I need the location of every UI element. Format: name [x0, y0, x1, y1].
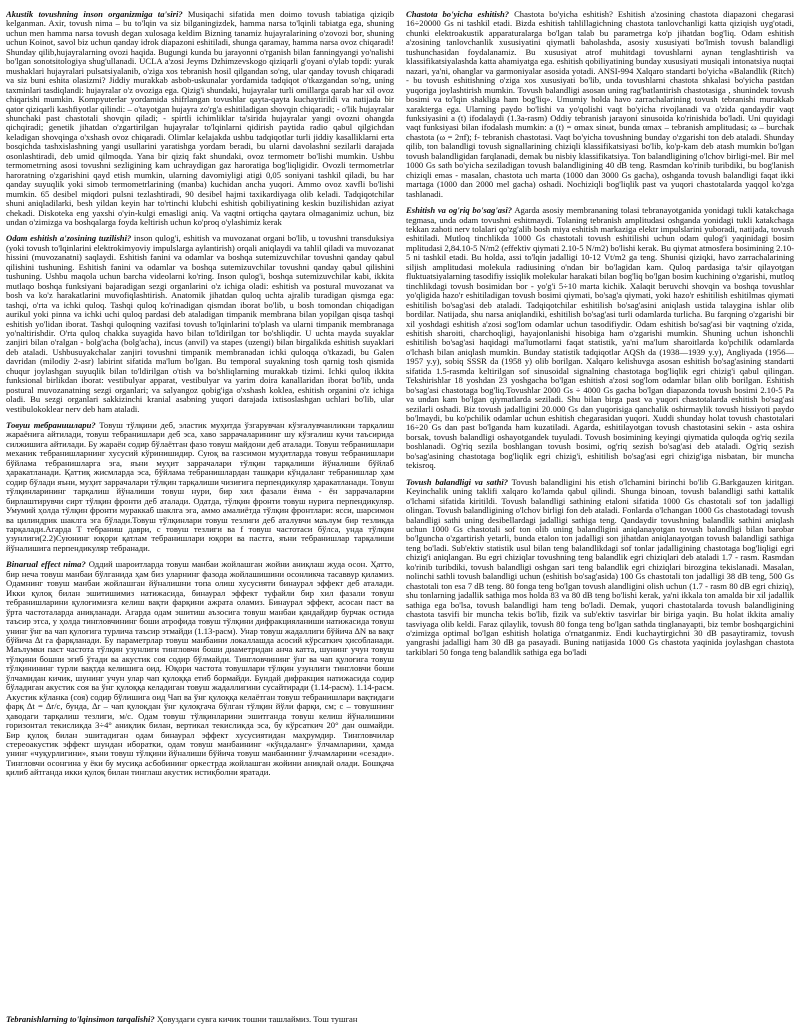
left-column — [6, 10, 394, 1020]
section-body: Musiqachi sifatida men doimo tovush tabiatiga qiziqib kelganman. Axir, tovush nima – bu to'lqin va siz bilganingizdek, hamma narsa to'lqinli tabiatga ega, shuning uchun men hamma narsa tovush degan xulosaga keldim Bizning tanamiz hujayralarining o'zovozi bor, shuning uchun Koinot, savol biz uchun qanday idrok diapazoni eshitiladi, shunga qaramay, hamma narsa ovoz chiqaradi! Shunday qilib,hujayralarning ovozi haqida. Bugungi kunda bu jarayonni o'rganish bilan fanningyangi yo'nalishi bo'lgan sonotsitologiya shug'ullanadi. UCLA a'zosi Jeyms Dzhimzevskogo qiziqarli g'oyani o'ylab topdi: yurak mushaklari hujayralari pulsatsiyalanib, o'ziga xos tebranish hosil qilgandan so'ng, ular qanday tovush chiqaradi va siz buni eshita olasizmi? Jiddiy murakkab asbob-uskunalar yordamida tadqiqot o'tkazgandan so'ng, uning taxminlari tasdiqlandi: hujayralar o'z ovoziga ega. Qizig'i shundaki, hujayralar turli omillarga qarab har xil ovoz chiqarishi mumkin. Kompyuterlar yordamida shifrlangan tovushlar qayta-qayta kuchaytirildi va natijada bir qator qiziqarli kashfiyotlar qilindi: – o'tayotgan hujayra zo'rg'a eshitiladigan shovqin chiqaradi; - o'lik hujayralar shunchaki past chastotali shovqin qiladi; - spirtli ichimliklar ta'sirida hujayralar yangi ovozni ohangda qichqiradi; genetik jihatdan o'zgartirilgan hujayralar to'lqinlarni qidirish paytida radio qabul qilgichdan keladigan shovqinga o'xshash ovoz chiqaradi. Olimlar kelajakda ushbu tadqiqotlar turli jiddiy kasalliklarni erta bosqichda tashxislashning yangi usullarini yaratishga yordam beradi, bu ularni davolashni sezilarli darajada osonlashtiradi, deb umid qilmoqda. Yana bir qiziq fakt shundaki, ovoz termometr bo'lishi mumkin. Ushbu termometrning asosi tovushni sezligining kam uchraydigan gaz haroratiga bog'liqligidir. Ovozli termometrlar haroratning o'zgarishini qayd etish mumkin, ularning davomiyligi atigi 0,05 soniyani tashkil qiladi, bu har qanday suyuqlik yoki simob termometrlarining (manba) kuchidan ancha yuqori. Ammo ovoz xavfli bo'lishi mumkin. 65 desibel miqdori pulsni tezlashtiradi, 90 desibel hajmi taxikardiyaga olib keladi. Tadqiqotchilar shuni aniqladilarki, besh yildan keyin har to'rtinchi klubchi eshitish qobiliyatining keskin buzilishidan aziyat chekadi. Diskoteka eng yaxshi o'yin-kulgi emasligi aniq. Va vaqtni ortiqcha qaytara olmaganimiz uchun, biz undan o'zimizga va boshqalarga foyda keltirish uchun ko'proq o'ylashimiz kerak — [6, 10, 394, 227]
section-hearing-pain-threshold — [406, 206, 794, 471]
section-body: Товуш тўлқини деб, эластик муҳитда ўзгарувчан кўзғалувчанликни тарқалиш жараёнига айтилади, товуш тебранишлари деб эса, хавo заррачаларининг шу кўзғалиш кучи таъсирида силжишига айтилади. Бу жараён содир бўлаётган фазо товуш майдони деб аталади. Товуш тебранишлари механик тебранишларнинг хусусий кўринишидир. Суюқ ва газсимон муҳитларда товуш тебранишлари бўйлама тебранишларга эга, яъни муҳит заррачалари тўлқин тарқалиши йўналиши бўйлаб ҳаракатланади. Қаттиқ жисмларда эса, бўйлама тебранишлардан ташқари кўндаланг тебранишлар ҳам содир бўлади яъни, муҳит заррачалари тўлқин тарқалиши чизиғига перпендикуляр ҳаракатланади. Товуш тўлқинларининг тарқалиш йўналиши товуш нури, бир хил фазали ёнма - ён заррачаларни бирлаштирувчи сирт тўлқин фронти деб аталади. Одатда, тўлқин фронти товуш нурига перпендикуляр. Умумий ҳолда тўлқин фронти мураккаб шаклга эга, аммо амалиётда тўлқин фронтлари: ясси, шарсимон ва цилиндрик шаклга эга бўлади.Товуш тўлқинлари товуш тезлиги деб аталувчи маълум бир тезликда тарқалади.Агарда T тебраниш даври, c товуш тезлиги ва f товуш частотаси бўлса, унда тўлқин узунлиги(2.2)Суюнинг юқори қатлам тебранишлари юқори ва пастга, яъни тебранишлар тарқалиши йўналишига перпендикуляр тебранади. — [6, 420, 394, 553]
section-frequency-hearing — [406, 10, 794, 199]
section-heading: Tovush balandligi va sathi? — [406, 476, 509, 487]
section-body: Agarda asosiy membrananing tolasi tebranayotganida yonidagi tukli katakchaga tegmasa, unda odam tovushni eshitmaydi. Tolaning tebranish amplitudasi oshganda yonidagi tukli katakchaga tekkan zahoti nerv tolalari qo'zg'alib bosh miya eshitish markaziga elektr impulslarini yuboradi, natijada, tovush eshitiladi. Mutloq tinchlikda 1000 Gs chastotali tovush eshitilishi uchun odam qulog'i yaqinidagi bosim mplitudasi 2,84.10-5 N/m2 (effektiv qiymati 2.10-5 N/m2) bo'lishi kerak. Bu qiymat atmosfera bosimining 2.10-5 ni tashkil etadi. Bu holda, assi to'lqin jadalligi 10-12 Vt/m2 ga teng. Shunisi qiziqki, havo zarrachalarining siljish amplitudasi molekula radiusining o'ndan bir bo'lagidan kam. Quloq pardasiga ta'sir qilayotgan fluktuatsiyalarning tasodifiy issiqlik molekular harakati bilan bog'liq bo'lgan bosim kuchining o'zgarishi, mutloq tinchlikdagi tovush bosimidan bor - yo'g'i 5÷10 marta kichik. Xalaqit beruvchi shovqin va boshqa tovushlar yo'qligida hazo'r eshitiladigan tovush bosimi qiymati, bo'sag'a qiymati, yoki hazo'r eshitilish eshitilmas qiymati eshitilish bo'sag'asi deb ataladi. Tadqiqotchilar eshitilish bo'sag'asini aniqlash ustida talaygina ishlar olib bordilar. Natijada, shu narsa aniqlandiki, eshitilish bo'sag'asi turli odamlarda turlicha. Bu farqning o'zgarishi bir xil yoshdagi eshitish a'zosi sog'lom odamlar uchun tasodifiydir. Odam eshitish bo'sag'asi bir vaqtning o'zida, eshitish sharoiti, charchoqligi, hayajonlanishi hisobiga ham o'zgarishi mumkin. Shuning uchun ishonchli eshitilish bo'sag'asi haqidagi ma'lumotlarni faqat statistik, ya'ni ma'lum sharoitlarda ko'pchilik odamlarda o'lchash bilan aniqlash mumkin. Bunday statistik tadqiqotlar AQSh da (1938—1939 y.y), Angliyada (1956—1957 y.y), sobiq SSSR da (1958 y) olib borilgan. Xalqaro kelishuvga asosan eshitish bo'sag'asining standarti sifatida 1.5-rasmda keltirilgan sof sinusoidal signalning chastotaga bog'liqlik egri chizig'i qabul qilingan. Tekshirishlar 18 yoshdan 23 yoshgacha bo'lgan eshitish a'zosi sog'lom odamlar bilan olib borilgan. Eshitish bo'sag'asi chastotaga bog'liq.Tovushlar 2000 Gs ÷ 4000 Gs gacha bo'lgan diapazonda tovush bosimi 2.10-5 Pa va undan kam bo'lgan qiymatlarda seziladi. Shu bilan birga past va yuqori chastotalarda eshitish bo'sag'asi sezilarli oshadi. Biz tovush jadalligini 20.000 Gs dan yuqorisiga qanchalik oshirmaylik tovush hissiyoti paydo bo'lmaydi, bu ko'pchilik odamlar uchun eshitish chegarasidan yuqori. Xuddi shunday holat tovush chastotalari 16÷20 Gs dan past bo'lganda ham kuzatiladi. Agarda, eshitilayotgan tovush chastotasini sekin - asta oshira borsak, tovush balandligi oshayotgandek tuyuladi. Tovush bosimining keyingi qiymatida qulоqda og'riq sezila boshlanadi. Og'riq sezila boshlangan tovush bosimi, og'riq sezish bo'sag'asi deb ataladi. Og'riq sezish bo'sag'asining chastotaga bog'liqlik egri chizig'i, eshitilish bo'sag'asi egri chizig'iga nisbatan, bir muncha tekisroq. — [406, 205, 794, 471]
section-sound-vibrations — [6, 421, 394, 553]
section-body: Ҳовуздаги сувга кичик тошни ташлаймиз. Тош тушган — [156, 1014, 358, 1024]
section-heading: Odam eshitish a'zosining tuzilishi? — [6, 233, 132, 244]
section-heading: Akustik tovushning inson organizmiga ta'siri? — [6, 10, 183, 19]
section-heading: Tebranishlarning to'lqinsimon tarqalishi? — [6, 1014, 155, 1024]
section-ear-structure — [6, 234, 394, 414]
section-heading: Binarual effect nima? — [6, 559, 86, 570]
section-binaural-effect — [6, 560, 394, 777]
section-body: Оддий шароитларда товуш манбаи жойлашган жойни аниқлаш жуда осон. Ҳатто, бир неча товуш манбаи бўлганида ҳам биз уларнинг фазода жойлашишини осонликча тасаввур қиламиз. Одамнинг товуш манбаи жойлашган йўналишни топа олиш хусусияти бинаурал эффект деб аталади. Икки қулоқ билан эшитишимиз натижасида, бинаурал эффект туфайли бир хил фазали товуш тебранишларини қулоғимизга келиш вақти фарқини ажрата оламиз. Бинаурал эффект, асосан паст ва ўрта частоталарда аниқланади. Агарда одам эшитиш аъзосига товуш манбаи қандайдир бурчак остида таъсир этса, у ҳолда тингловчининг бoши атрофида товуш тўлқини дифракцияланиши натижасида товуш унинг ўнг ва чап қулоғига турлича таъсир этмайди (1.13-расм). Унар товуш жадаллиги бўйича ∆N ва вақт бўйича ∆t га фарқланади. Бу параметрлар товуш манбаини локаллашда асосий кўрсаткич ҳисобланади. Маълумки паст частота тўлқин узунлиги тингловчи боши диаметридан анча катта, шунинг учун товуш тўлқини бошни эгиб ўтади ва акустик соя содир бўлмайди. Тингловчининг ўнг ва чап қулоғига товуш тўлқинининг турли вақтда келишига оид. Юқори частота товушлари тўлқин узунлиги тингловчи боши ўлчамидан кичик, шунинг учун улар чап қулоққа етиб бормайди. Бундай дифракция натижасида содир бўладиган акустик соя ва ўнг қулоққа келадиган товуш жадаллигини сусайтиради (1.14-расм). 1.14-расм. Акустик кўланка (соя) содир бўлишига оид Чап ва ўнг қулоққа келаётган товуш тебранишлари вақтидаги фарқ ∆t = ∆r/c, бунда, ∆r – чап қулоқдан ўнг қулоқгача бўлган тўлқин йўли фарқи, см; c – товушнинг ҳаводаги тарқалиш тезлиги, м/с. Одам товуш тўлқинларини эшитганда товуш келиш йўналишини горизонтал текисликда 3÷4° аниқлик билан, вертикал текисликда эса, бу кўрсаткич 20° дан ошмайди. Бир қулоқ билан эшитадиган одам бинаурал эффект хусусиятидан маҳрумдир. Тингловчилар стереоакустик эффект шундан иборатки, одам товуш манбаининг «кўндаланг» ўлчамларини, ҳамда унинг «чуқурлигини», яъни товуш тўлқини йўналиши бўйича товуш манбаининг ўлчамларини «сезади». Тингловчи осонгина у ёки бу мусиқа асбобининг оркестрда жойлашган жойини аниқлай олади. Бошқача қилиб айтганда икки қулоқ билан тинглаш акустик истиқболни яратади. — [6, 559, 394, 778]
right-column — [406, 10, 794, 1020]
section-wave-propagation — [6, 1014, 794, 1024]
section-heading: Товуш тебранишлари? — [6, 420, 96, 431]
section-body: Chastota bo'yicha eshitish? Eshitish a'zosining chastota diapazoni chegarasi 16÷20000 Gs ni tashkil etadi. Bizda eshitish tahlillagichning chastota tanlovchanligi katta qiziqish uyg'otadi, chunki elektroakustik apparaturalarga bo'lgan talab bu parametrga ko'p jihatdan bog'liq. Odam eshitish a'zosining tanlovchanlik xususiyatini qiymatli baholashda, asosiy xususiyati bo'lmish tovush balandligi tushunchasidan foydalanamiz. Bu xususiyat atrof muhitdagi tovushlarni aynan tenglashtirish va klassifikatsiyalashda katta ahamiyatga ega. eshitish qobiliyatining bunday xususiyati musiqali intonatsiya nuqtai nazari, ya'ni, ohanglar va garmoniyalar asosida yotadi. ANSI-994 Xalqaro standarti bo'yicha «Balandlik (Ritch) - bu tovush eshitishning o'ziga xos xususiyati bo'lib, unda tovushlarni chastota shkalasi bo'yicha pastdan yuqoriga joylashtirish mumkin. Tovush balandligi asosan uning rag'batlantirish chastotasiga , shunindek tovush bosimi va to'lqin shakliga ham bog'liq». Umumiy holda havo zarrachalarining tovush tebranishi murakkab xarakterga ega. Ularning paydo bo'lishi va yo'qolishi vaqt bo'yicha rivojlanadi va o'zida qandaydir vaqt funksiyasini a (t) ifodalaydi (1.3a-rasm) Oddiy tebranish jarayoni sinusoida ko'rinishida bo'ladi. Uni quyidagi vaqt funksiyasi bilan ifodalash mumkin: a (t) = αmax sinωt, bunda αmax – tebranish amplitudasi; ω – burchak chastota (ω = 2πf); f- tebranish chastotasi. Vaqt bo'yicha tovushning bunday o'zgarishi ton deb ataladi. Shunday qilib, ton balandligi tovush signallarining chiziqli klassifikatsiyasi bo'lib, ko'p-kam deb atash mumkin bo'lgan tovush balandligidan farqlanadi, demak bu nisbiy klassifikatsiya. Ton balandligining o'lchov birligi-mel. Bir mel 1000 Gs sath bo'yicha seziladigan tovush balandligining 40 dB teng. Rasmdan ko'rinib turibdiki, bu bog'lanish chiziqli emas - masalan, chastota uch marta (1000 dan 3000 Gs gacha), oshganda tovush balandligi faqat ikki martaga (1000 dan 2000 mel gacha) oshadi. Nochiziqli bog'liqlik past va yuqori chastotalarda yaqqol ko'zga tashlanadi. — [406, 10, 794, 199]
section-heading: Eshitish va og'riq bo'sag'asi? — [406, 205, 513, 216]
section-body: Tovush balandligini his etish o'lchamini birinchi bo'lib G.Barkgauzen kiritgan. Keyinchalik uning taklifi xalqaro ko'lamda qabul qilindi. Shunga binoan, tovush balandligi sathi kattalik o'lchami sifatida kiritildi. Tovush balandligi sathining etaloni sifatida 1000 Gs chastotali sof ton jadalligi olingan. Tovush balandligining o'lchov birligi fon deb ataladi. Fonlarda o'lchangan 1000 Gs chastotadagi tovush balandligi sathi uning desibellardagi jadalligi sathiga teng. Qandaydir tovushning balandlik sathini aniqlash uchun 1000 Gs chastotali sof ton olib uning balandligini aniqlanayotgan tovush balandligi bilan barobar bo'lguncha o'zgartirish yetarli, bunda etalon ton jadalligi son jihatdan aniqlanayotgan tovush balandligi sathiga teng bo'ladi. Sub'ektiv statistik usul bilan teng balandlikdagi sof tonlar jadalligining chastotaga bog'liqligi egri chizig'i aniqlangan. Bu egri chiziqlar tovushning teng balandlik egri chiziqlari deb ataladi 1.7 - rasm. Rasmdan ko'rinib turibdiki, tovush balandligi oshgan sari teng balandlik egri chiziqlari birozgina tekislanadi. Masalan, nolinchi sathli tovush balandligi uchun (eshitish bo'sag'asida) 100 Gs chastotali ton jadalligi 38 dB teng, 500 Gs chastotali ton esa 7 dB teng. 80 fonga teng bo'lgan tovush alandligini olish uchun (1.7 - rasm 80 dB egri chiziq), shu tonlarning jadallik sathiga mos holda 83 va 80 dB teng bo'lishi kerak, ya'ni ikkala ton amalda bir xil jadallik sathiga ega bo'lsa, tovush balandligi ham teng bo'ladi. Demak, yuqori chastotalarda tovush balandligining chastota tasvifi bir muncha tekis bo'lib, fizik va sub'ektiv tasvirlar bir biriga yaqin. Bu holat ikkita amaliy tasviyaga olib keldi. Faraz qilaylik, tovush 80 fonga teng bo'lgan sathda tinglanayapti, biz tembr boshqargichini o'zimizga optimal bo'lgan eshitish holatiga o'rnatganmiz. Endi kuchaytirgichni 30 dB pasaytiramiz, tovush yangrashi jadalligi ham 30 dB ga pasayadi. Buning natijasida 1000 Gs chastota yaqinida joylashgan chastota tarkiblari 50 fonga teng balandlik sathiga ega bo'ladi — [406, 476, 794, 657]
text-columns — [6, 10, 794, 1020]
section-heading: Chastota bo'yicha eshitish? — [406, 10, 510, 19]
section-body: inson qulog'i, eshitish va muvozanat organi bo'lib, u tovushni transduksiya (yoki tovush to'lqinlarini elektrokimyoviy impulslarga aylantirish) orqali aniqlaydi va tahlil qiladi va muvozanat hissini (muvozanatni) saqlaydi. Eshitish fanini va odamlar va boshqa sutemizuvchilar tovushni qanday qabul qilishini tushuning. Eshitish fanini va odamlar va boshqa sutemizuvchilar tovushni qanday qabul qilishini tushuning. Ushbu maqola uchun barcha videolarni ko'ring. Inson qulog'i, boshqa sutemizuvchilar kabi, ikkita mutlaqo boshqa funksiyani bajaradigan sezgi organlarini o'z ichiga oladi: eshitish va postural muvozanat va bosh va ko'z harakatlarini muvofiqlashtirish. Anatomik jihatdan quloq uchta ajralib turadigan qismga ega: tashqi, o'rta va ichki quloq. Tashqi quloq ko'rinadigan qismdan iborat bo'lib, u bosh tomondan chiqadigan aurikul yoki pinna va ichki uchi quloq pardasi deb ataladigan timpanik membrana bilan yopilgan qisqa tashqi eshitish yo'lidan iborat. Tashqi quloqning vazifasi tovush to'lqinlarini to'plash va ularni timpanik membranaga yo'naltirishdir. O'rta quloq chakka suyagida havo bilan to'ldirilgan tor bo'shliqdir. U uchta mayda suyaklar zanjiri bilan o'ralgan - bolg'acha (bolg'acha), incus (anvil) va stapes (uzengi) bilan birgalikda eshitish suyaklari deb ataladi. Ushbusuyakchalar zanjiri tovushni timpanik membranadan ichki quloqqa o'tkazadi, bu Galen davridan (milodiy 2-asr) labirint sifatida ma'lum bo'lgan. Bu temporal suyakning tosh qarnig tosh qismida chuqur joylashgan suyuqlik bilan to'ldirilgan o'tish va bo'shliqlarning murakkab tizimi. Ichki quloq ikkita funksional birlikdan iborat: vestibulyar apparat, vestibulyar va yarim doira kanallaridan iborat bo'lib, unda postural muvozanatning sezgi organlari; va salyangoz qobig'iga o'xshash koklea, eshitish organini o'z ichiga oladi. Bu sezgi organlari sakkizinchi kranial asabning yuqori darajada ixtisoslashgan uchlari bo'lib, ular vestibulokoklear nerv deb ham ataladi. — [6, 233, 394, 414]
section-acoustic-effect — [6, 10, 394, 227]
section-loudness-level — [406, 478, 794, 658]
